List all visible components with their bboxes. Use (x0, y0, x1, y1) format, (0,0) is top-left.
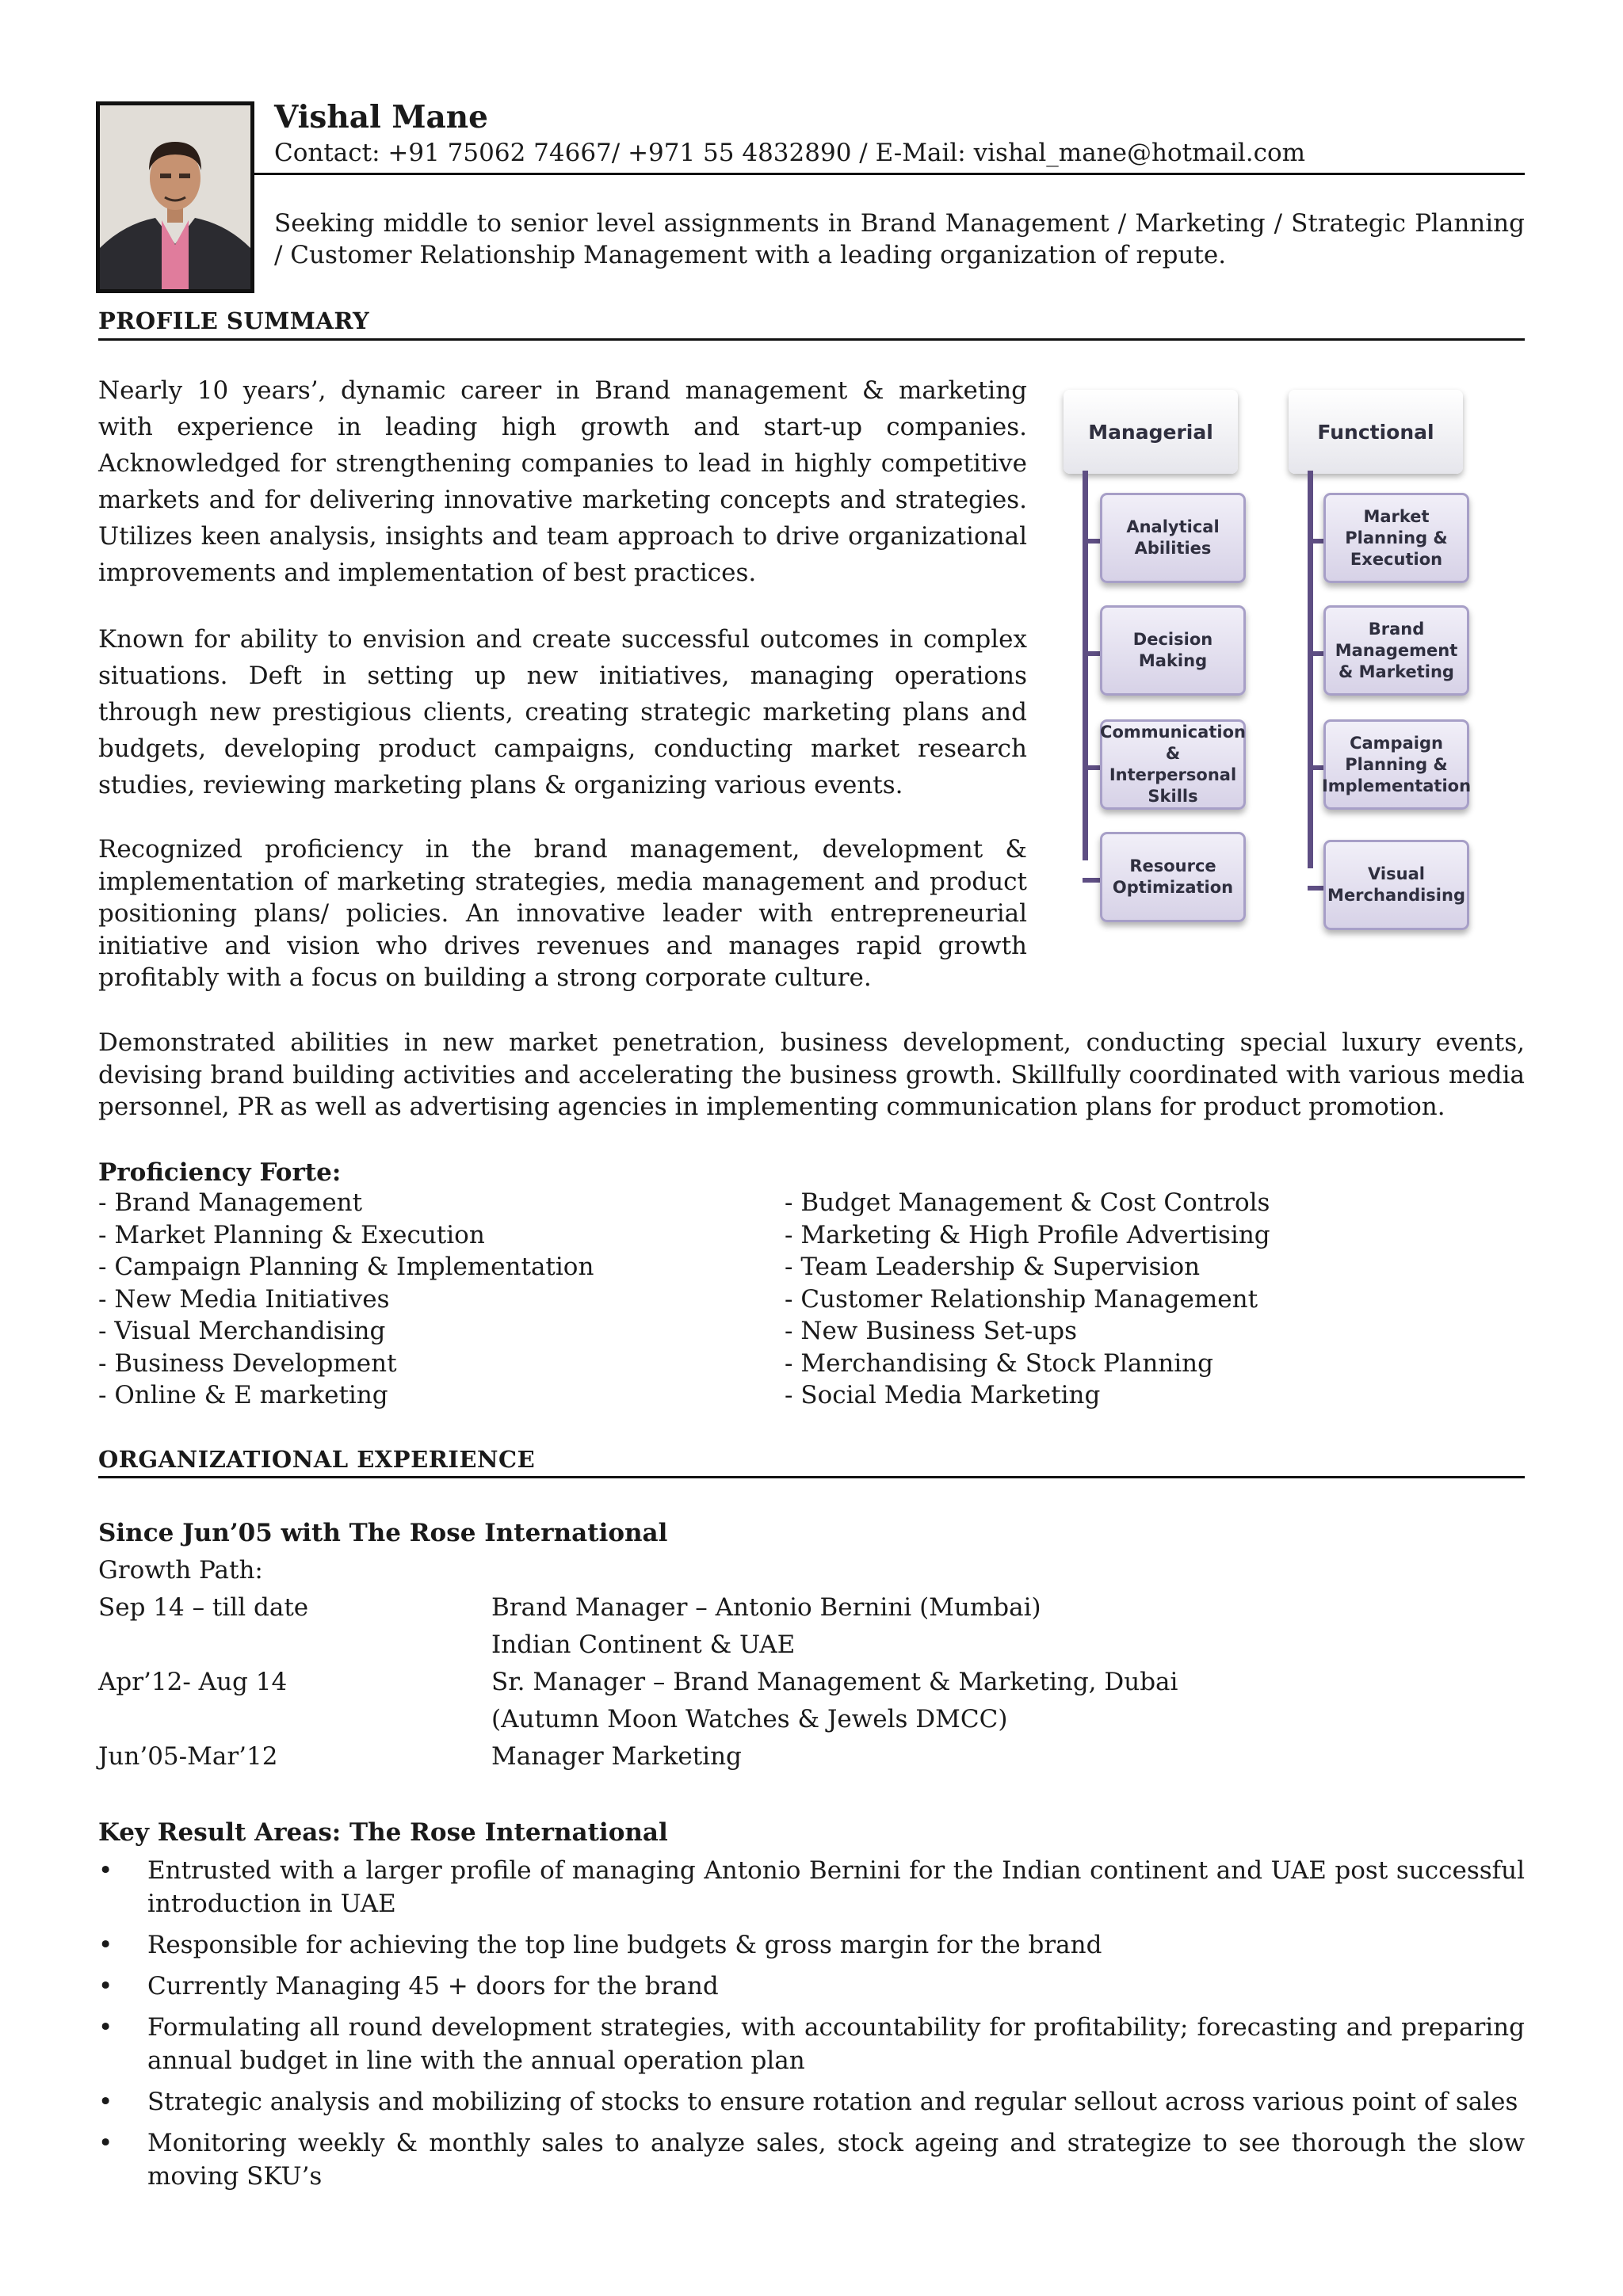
profile-photo (96, 101, 254, 293)
candidate-name: Vishal Mane (274, 99, 488, 135)
proficiency-item: - Market Planning & Execution (98, 1220, 485, 1249)
proficiency-item: - Business Development (98, 1348, 397, 1378)
kra-text: Entrusted with a larger profile of managing Antonio Bernini for the Indian continent and UAE post successful introduction in UAE (147, 1856, 1525, 1918)
bullet-icon: • (98, 2088, 113, 2116)
functional-header: Functional (1289, 390, 1463, 474)
proficiency-item: - Budget Management & Cost Controls (785, 1188, 1270, 1217)
proficiency-item: - Online & E marketing (98, 1381, 388, 1409)
skill-communication: Communication & Interpersonal Skills (1100, 719, 1246, 810)
proficiency-item: - Customer Relationship Management (785, 1284, 1258, 1314)
proficiency-item: - Team Leadership & Supervision (785, 1253, 1201, 1281)
kra-item (98, 2085, 1525, 2119)
experience-divider (98, 1476, 1525, 1478)
role-period: Apr’12- Aug 14 (98, 1668, 288, 1696)
skill-campaign-planning: Campaign Planning & Implementation (1323, 719, 1469, 810)
proficiency-item: - Marketing & High Profile Advertising (785, 1220, 1270, 1249)
bullet-icon: • (98, 1931, 113, 1959)
profile-summary-heading: PROFILE SUMMARY (98, 307, 370, 334)
kra-list (98, 1854, 1525, 2201)
kra-item (98, 1928, 1525, 1962)
bullet-icon: • (98, 2129, 113, 2157)
proficiency-item: - Social Media Marketing (785, 1381, 1101, 1409)
kra-text: Formulating all round development strategies, with accountability for profitability; forecasting and preparing annual budget in line with the annual operation plan (147, 2013, 1525, 2075)
kra-text: Responsible for achieving the top line budgets & gross margin for the brand (147, 1931, 1102, 1959)
bullet-icon: • (98, 1972, 113, 2000)
proficiency-heading: Proficiency Forte: (98, 1158, 342, 1187)
profile-summary-divider (98, 338, 1525, 341)
contact-line: Contact: +91 75062 74667/ +971 55 4832890 / E-Mail: vishal_mane@hotmail.com (274, 139, 1306, 167)
kra-heading: Key Result Areas: The Rose International (98, 1818, 668, 1847)
skill-market-planning: Market Planning & Execution (1323, 493, 1469, 583)
summary-paragraph-2: Known for ability to envision and create successful outcomes in complex situations. Deft in setting up new initiatives, managing operations through new prestigious clients, creating strategic marketing plans and budgets, developing product campaigns, conducting market research studies, reviewing marketing plans & organizing various events. (98, 625, 1027, 799)
proficiency-item: - Campaign Planning & Implementation (98, 1253, 594, 1281)
managerial-connector (1083, 471, 1088, 860)
kra-text: Strategic analysis and mobilizing of stocks to ensure rotation and regular sellout across various point of sales (147, 2088, 1518, 2116)
bullet-icon: • (98, 2013, 113, 2042)
skill-resource-optimization: Resource Optimization (1100, 832, 1246, 922)
person-portrait-icon (100, 105, 250, 289)
kra-item (98, 1970, 1525, 2003)
proficiency-list-left (98, 1187, 594, 1412)
proficiency-item: - Visual Merchandising (98, 1317, 386, 1345)
role-period: Sep 14 – till date (98, 1593, 309, 1622)
proficiency-item: - New Business Set-ups (785, 1317, 1077, 1345)
growth-path-label: Growth Path: (98, 1556, 263, 1585)
skill-brand-management: Brand Management & Marketing (1323, 605, 1469, 696)
skill-decision-making: Decision Making (1100, 605, 1246, 696)
role-title: Brand Manager – Antonio Bernini (Mumbai) (491, 1593, 1041, 1622)
kra-item (98, 2011, 1525, 2077)
kra-item (98, 1854, 1525, 1920)
skill-visual-merchandising: Visual Merchandising (1323, 840, 1469, 930)
functional-connector (1308, 471, 1313, 868)
summary-paragraph-1: Nearly 10 years’, dynamic career in Brand management & marketing with experience in leading high growth and start-up companies. Acknowledged for strengthening companies to lead in highly competitive markets and for delivering innovative marketing concepts and strategies. Utilizes keen analysis, insights and team approach to drive organizational improvements and implementation of best practices. (98, 376, 1027, 587)
proficiency-item: - New Media Initiatives (98, 1284, 390, 1314)
skills-diagram (1054, 380, 1482, 935)
career-objective: Seeking middle to senior level assignments in Brand Management / Marketing / Strategic Planning / Customer Relationship Management with a leading organization of repute. (274, 209, 1525, 269)
kra-text: Monitoring weekly & monthly sales to analyze sales, stock ageing and strategize to see thorough the slow moving SKU’s (147, 2129, 1525, 2191)
proficiency-list-right (785, 1187, 1270, 1412)
kra-item (98, 2126, 1525, 2193)
role-period: Jun’05-Mar’12 (98, 1742, 278, 1771)
kra-text: Currently Managing 45 + doors for the brand (147, 1972, 719, 2000)
summary-paragraph-4: Demonstrated abilities in new market penetration, business development, conducting special luxury events, devising brand building activities and accelerating the business growth. Skillfully coordinated with various media personnel, PR as well as advertising agencies in implementing communication plans for product promotion. (98, 1028, 1525, 1121)
company-line: Since Jun’05 with The Rose International (98, 1519, 668, 1547)
experience-heading: ORGANIZATIONAL EXPERIENCE (98, 1446, 536, 1473)
bullet-icon: • (98, 1856, 113, 1885)
summary-paragraph-3: Recognized proficiency in the brand management, development & implementation of marketing strategies, media management and product positioning plans/ policies. An innovative leader with entrepreneurial initiative and vision who drives revenues and manages rapid growth profitably with a focus on building a strong corporate culture. (98, 835, 1027, 992)
role-detail: Indian Continent & UAE (491, 1630, 796, 1659)
role-title: Manager Marketing (491, 1742, 742, 1771)
role-detail: (Autumn Moon Watches & Jewels DMCC) (491, 1705, 1008, 1733)
role-title: Sr. Manager – Brand Management & Marketing, Dubai (491, 1668, 1178, 1696)
skill-analytical-abilities: Analytical Abilities (1100, 493, 1246, 583)
proficiency-item: - Merchandising & Stock Planning (785, 1348, 1213, 1378)
proficiency-item: - Brand Management (98, 1188, 363, 1217)
header-divider (254, 173, 1525, 175)
managerial-header: Managerial (1064, 390, 1238, 474)
